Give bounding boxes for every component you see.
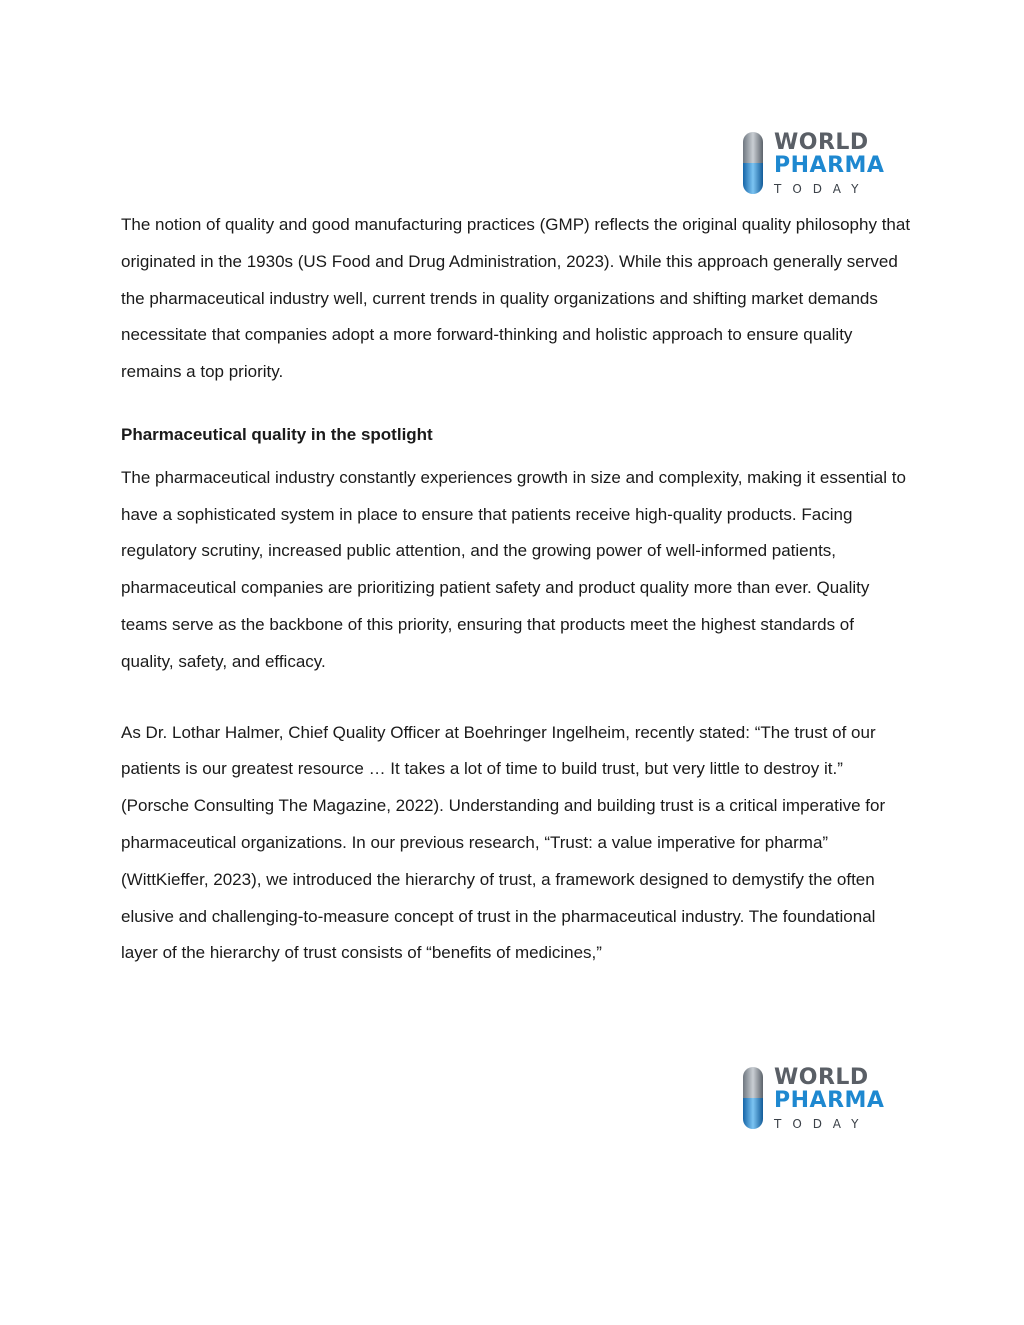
paragraph-intro: The notion of quality and good manufacturing practices (GMP) reflects the original quality philosophy that originated in the 1930s (US Food and Drug Administration, 2023). While this approach generally served the pharmaceutical industry well, current trends in quality organizations and shifting market demands necessitate that companies adopt a more forward-thinking and holistic approach to ensure quality remains a top priority. [121,215,911,382]
pill-icon [742,1066,764,1130]
logo-word-today: TODAY [774,1116,870,1131]
world-pharma-today-logo-footer [742,1057,902,1139]
logo-word-pharma: PHARMA [774,1087,885,1113]
paragraph-trust: As Dr. Lothar Halmer, Chief Quality Officer at Boehringer Ingelheim, recently stated: “The trust of our patients is our greatest resource … It takes a lot of time to build trust, but very little to destroy it.” (Porsche Consulting The Magazine, 2022). Understanding and building trust is a critical imperative for pharmaceutical organizations. In our previous research, “Trust: a value imperative for pharma” (WittKieffer, 2023), we introduced the hierarchy of trust, a framework designed to demystify the often elusive and challenging-to-measure concept of trust in the pharmaceutical industry. The foundational layer of the hierarchy of trust consists of “benefits of medicines,” [121,722,886,963]
section-heading: Pharmaceutical quality in the spotlight [121,424,433,444]
article-body [121,207,911,972]
world-pharma-today-logo [742,122,902,204]
logo-word-pharma: PHARMA [774,152,885,178]
logo-word-world: WORLD [774,1064,869,1090]
logo-word-today: TODAY [774,181,870,196]
pill-icon [742,131,764,195]
paragraph-industry: The pharmaceutical industry constantly experiences growth in size and complexity, making it essential to have a sophisticated system in place to ensure that patients receive high-quality products. Facing regulatory scrutiny, increased public attention, and the growing power of well-informed patients, pharmaceutical companies are prioritizing patient safety and product quality more than ever. Quality teams serve as the backbone of this priority, ensuring that products meet the highest standards of quality, safety, and efficacy. [121,467,906,671]
logo-word-world: WORLD [774,129,869,155]
paragraph-spacer [121,681,911,715]
